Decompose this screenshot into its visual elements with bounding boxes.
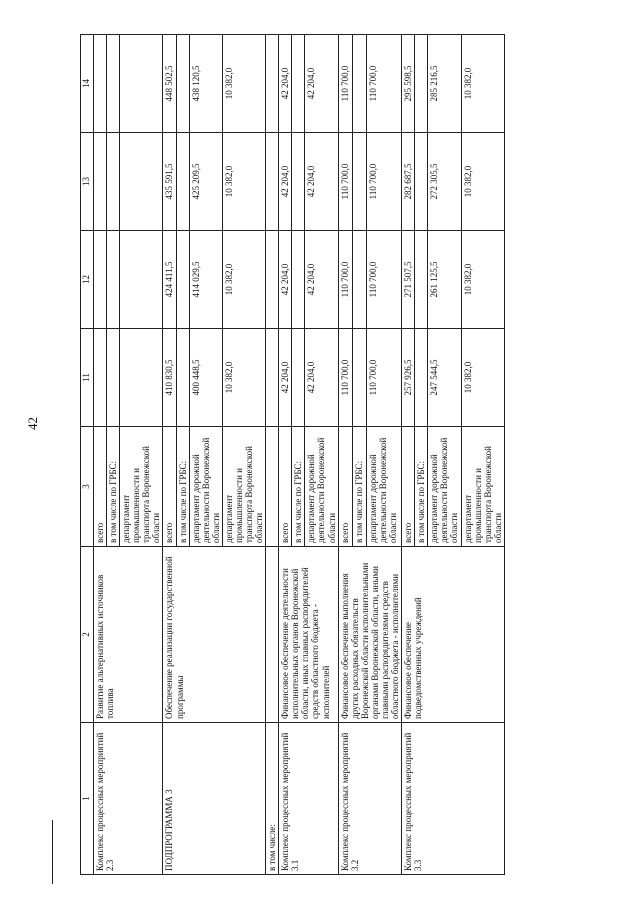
amount-cell [352,133,366,231]
amount-cell [352,329,366,427]
amount-cell: 400 448,5 [189,329,222,427]
funding-source-cell: в том числе по ГРБС: [292,427,305,547]
amount-cell [94,231,107,329]
program-description-cell: Развитие альтернативных источников топлива [94,547,163,723]
page-number: 42 [25,417,40,430]
table-body [94,35,505,875]
empty-cell [266,35,279,133]
amount-cell: 110 700,0 [338,231,352,329]
amount-cell [94,329,107,427]
amount-cell [120,133,163,231]
amount-cell [415,329,428,427]
amount-cell [107,133,120,231]
program-description-cell: Финансовое обеспечение деятельности исполнительных органов Воронежской области, иных главных распорядителей средств областного бюджета - исполнителей [279,547,338,723]
amount-cell [120,231,163,329]
amount-cell: 10 382,0 [461,35,504,133]
amount-cell: 42 204,0 [305,231,338,329]
amount-cell [176,133,189,231]
amount-cell [176,329,189,427]
funding-source-cell: всего [94,427,107,547]
amount-cell [107,35,120,133]
amount-cell: 261 125,5 [428,231,461,329]
footnote-divider [52,820,53,884]
funding-source-cell: департамент промышленности и транспорта Воронежской области [120,427,163,547]
amount-cell: 42 204,0 [305,133,338,231]
amount-cell: 247 544,5 [428,329,461,427]
amount-cell [352,35,366,133]
funding-source-cell: в том числе по ГРБС: [352,427,366,547]
amount-cell: 295 598,5 [402,35,415,133]
amount-cell: 110 700,0 [366,231,402,329]
amount-cell: 424 411,5 [163,231,176,329]
amount-cell [107,231,120,329]
amount-cell: 414 029,5 [189,231,222,329]
amount-cell [352,231,366,329]
amount-cell [292,35,305,133]
amount-cell: 10 382,0 [222,231,265,329]
amount-cell: 42 204,0 [305,35,338,133]
amount-cell [415,231,428,329]
amount-cell [176,231,189,329]
amount-cell: 110 700,0 [366,35,402,133]
empty-cell [266,231,279,329]
amount-cell: 257 926,5 [402,329,415,427]
table-row [338,35,352,875]
empty-cell [266,547,279,723]
col-header: 12 [81,231,94,329]
table-row [266,35,279,875]
funding-source-cell: департамент дорожной деятельности Воронежской области [189,427,222,547]
amount-cell [176,35,189,133]
table-row [279,35,292,875]
amount-cell: 438 120,5 [189,35,222,133]
col-header: 1 [81,723,94,875]
amount-cell: 425 209,5 [189,133,222,231]
funding-source-cell: в том числе по ГРБС: [415,427,428,547]
col-header: 11 [81,329,94,427]
amount-cell: 272 305,5 [428,133,461,231]
amount-cell [120,35,163,133]
amount-cell: 435 591,5 [163,133,176,231]
empty-cell [266,329,279,427]
amount-cell: 110 700,0 [366,133,402,231]
amount-cell [94,35,107,133]
amount-cell: 110 700,0 [338,133,352,231]
amount-cell [292,133,305,231]
program-name-cell: Комплекс процессных мероприятий 2.3 [94,723,163,875]
funding-source-cell: департамент дорожной деятельности Воронежской области [366,427,402,547]
col-header: 13 [81,133,94,231]
amount-cell: 448 502,5 [163,35,176,133]
amount-cell [120,329,163,427]
amount-cell: 10 382,0 [461,133,504,231]
program-description-cell: Обеспечение реализации государственной программы [163,547,266,723]
table-row [163,35,176,875]
amount-cell: 110 700,0 [366,329,402,427]
col-header: 2 [81,547,94,723]
funding-source-cell: в том числе по ГРБС: [107,427,120,547]
col-header: 3 [81,427,94,547]
amount-cell [415,133,428,231]
amount-cell [107,329,120,427]
funding-source-cell: в том числе по ГРБС: [176,427,189,547]
amount-cell: 10 382,0 [461,329,504,427]
funding-source-cell: всего [338,427,352,547]
budget-table [80,34,505,875]
amount-cell: 10 382,0 [461,231,504,329]
rotated-table-container [80,35,520,875]
header-row [81,35,94,875]
table-row [94,35,107,875]
amount-cell: 10 382,0 [222,133,265,231]
program-description-cell: Финансовое обеспечение подведомственных учреждений [402,547,505,723]
amount-cell [292,231,305,329]
subheader-cell: в том числе: [266,723,279,875]
amount-cell: 110 700,0 [338,329,352,427]
funding-source-cell: департамент промышленности и транспорта Воронежской области [222,427,265,547]
amount-cell: 42 204,0 [279,133,292,231]
amount-cell: 42 204,0 [279,329,292,427]
amount-cell [415,35,428,133]
amount-cell: 110 700,0 [338,35,352,133]
program-name-cell: Комплекс процессных мероприятий 3.3 [402,723,505,875]
funding-source-cell: всего [163,427,176,547]
amount-cell: 42 204,0 [305,329,338,427]
amount-cell: 285 216,5 [428,35,461,133]
amount-cell: 410 830,5 [163,329,176,427]
amount-cell: 282 687,5 [402,133,415,231]
col-header: 14 [81,35,94,133]
amount-cell: 10 382,0 [222,35,265,133]
table-row [402,35,415,875]
program-name-cell: Комплекс процессных мероприятий 3.2 [338,723,401,875]
program-name-cell: ПОДПРОГРАММА 3 [163,723,266,875]
amount-cell [94,133,107,231]
funding-source-cell: департамент дорожной деятельности Воронежской области [305,427,338,547]
amount-cell [292,329,305,427]
empty-cell [266,427,279,547]
empty-cell [266,133,279,231]
funding-source-cell: всего [279,427,292,547]
program-description-cell: Финансовое обеспечение выполнения других расходных обязательств Воронежской области исполнительными органами Воронежской области, иными главными распорядителями средств областного бюджета - исполнителями [338,547,401,723]
amount-cell: 10 382,0 [222,329,265,427]
amount-cell: 42 204,0 [279,35,292,133]
funding-source-cell: департамент дорожной деятельности Воронежской области [428,427,461,547]
funding-source-cell: всего [402,427,415,547]
amount-cell: 42 204,0 [279,231,292,329]
amount-cell: 271 507,5 [402,231,415,329]
funding-source-cell: департамент промышленности и транспорта Воронежской области [461,427,504,547]
program-name-cell: Комплекс процессных мероприятий 3.1 [279,723,338,875]
